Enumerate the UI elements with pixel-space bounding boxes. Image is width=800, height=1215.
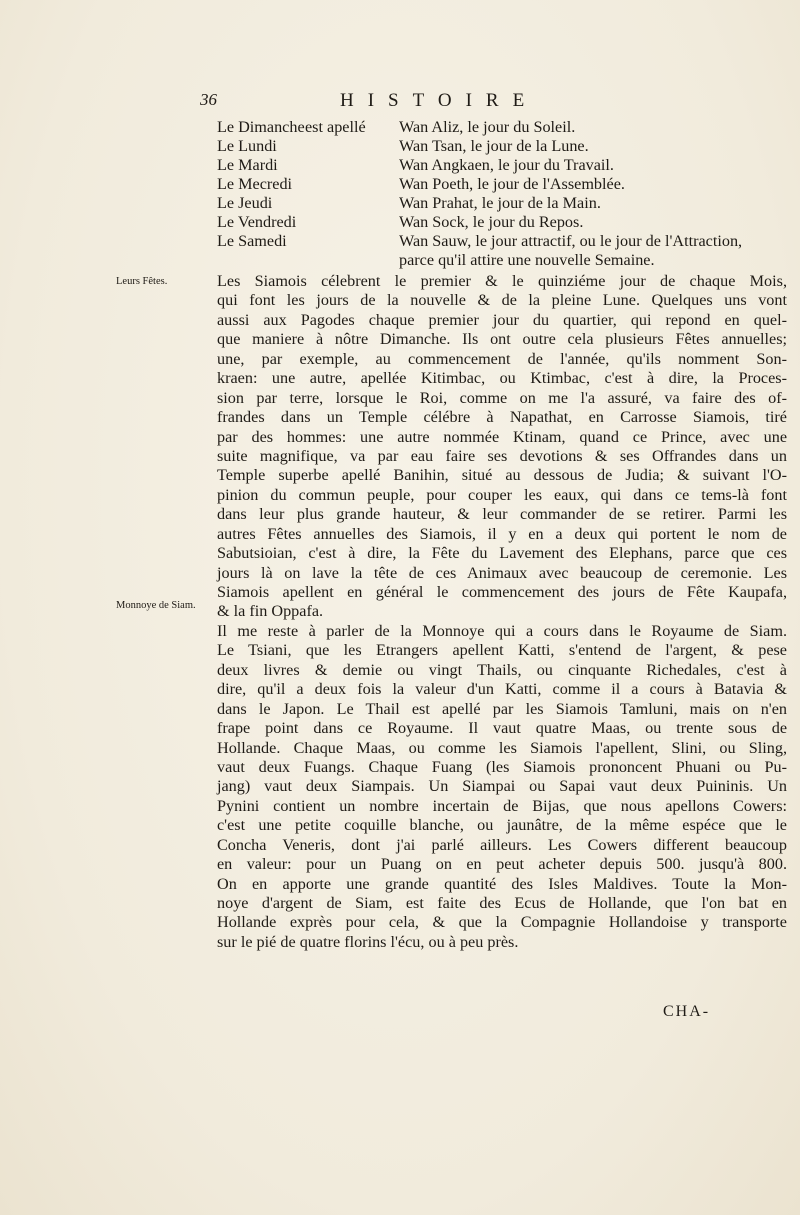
text-line: Les Siamois célebrent le premier & le quinziéme jour de chaque Mois, xyxy=(217,272,787,290)
paragraph-fetes xyxy=(217,272,787,622)
text-line: par des hommes: une autre nommée Ktinam, quand ce Prince, avec une xyxy=(217,427,787,446)
day-row xyxy=(217,137,787,156)
day-name: Le Mardi xyxy=(217,156,278,174)
day-name: Le Mecredi xyxy=(217,175,293,193)
text-line: Concha Veneris, dont j'ai parlé ailleurs. Les Cowers different beaucoup xyxy=(217,835,787,854)
day-name: Le Samedi xyxy=(217,232,287,250)
day-description: Wan Tsan, le jour de la Lune. xyxy=(399,137,589,155)
text-line: dans leur plus grande hauteur, & leur commander de se retirer. Parmi les xyxy=(217,505,787,524)
day-description: Wan Prahat, le jour de la Main. xyxy=(399,194,601,212)
text-line: pinion du commun peuple, pour couper les eaux, qui dans ce tems-là font xyxy=(217,485,787,504)
text-line: sion par terre, lorsque le Roi, comme on me l'a assuré, va faire des of- xyxy=(217,388,787,407)
day-called: est apellé xyxy=(305,118,366,136)
text-line: frandes dans un Temple célébre à Napathat, en Carrosse Siamois, tiré xyxy=(217,408,787,427)
page-number: 36 xyxy=(200,90,217,109)
text-line: Sabutsioian, c'est à dire, la Fête du Lavement des Elephans, parce que ces xyxy=(217,544,787,563)
text-line: qui font les jours de la nouvelle & de la pleine Lune. Quelques uns vont xyxy=(217,291,787,310)
days-of-week-list xyxy=(217,118,787,289)
day-row xyxy=(217,175,787,194)
text-line: On en apporte une grande quantité des Isles Maldives. Toute la Mon- xyxy=(217,874,787,893)
text-line: que maniere à nôtre Dimanche. Ils ont outre cela plusieurs Fêtes annuelles; xyxy=(217,330,787,349)
text-line: Siamois apellent en général le commencement des jours de Fête Kaupafa, xyxy=(217,583,787,601)
text-line: Hollande. Chaque Maas, ou comme les Siamois l'apellent, Slini, ou Sling, xyxy=(217,738,787,757)
paragraph-monnoye xyxy=(217,622,787,952)
text-line: sur le pié de quatre florins l'écu, ou à peu près. xyxy=(217,932,519,951)
day-description: Wan Aliz, le jour du Soleil. xyxy=(399,118,576,136)
text-line: c'est une petite coquille blanche, ou jaunâtre, de la même espéce que le xyxy=(217,816,787,835)
day-description: Wan Sock, le jour du Repos. xyxy=(399,213,584,231)
text-line: dire, qu'il a deux fois la valeur d'un Katti, comme il a cours à Batavia & xyxy=(217,680,787,699)
text-line: autres Fêtes annuelles des Siamois, il y en a deux qui portent le nom de xyxy=(217,524,787,543)
day-description: Wan Sauw, le jour attractif, ou le jour de l'Attraction, parce qu'il attire une nouvelle Semaine. xyxy=(399,232,743,269)
text-line: jang) vaut deux Siampais. Un Siampai ou Sapai vaut deux Puininis. Un xyxy=(217,777,787,796)
text-line: frape point dans ce Royaume. Il vaut quatre Maas, ou trente sous de xyxy=(217,719,787,738)
day-name: Le Dimanche xyxy=(217,118,305,136)
day-row xyxy=(217,213,787,232)
text-line: aussi aux Pagodes chaque premier jour du quartier, qui repond en quel- xyxy=(217,310,787,329)
text-line: vaut deux Fuangs. Chaque Fuang (les Siamois prononcent Phuani ou Pu- xyxy=(217,757,787,776)
text-line: deux livres & demie ou vingt Thails, ou cinquante Richedales, c'est à xyxy=(217,660,787,679)
day-row xyxy=(217,118,787,137)
catchword: CHA- xyxy=(663,1003,711,1020)
day-row xyxy=(217,194,787,213)
text-line: Le Tsiani, que les Etrangers apellent Katti, s'entend de l'argent, & pese xyxy=(217,641,787,660)
day-row xyxy=(217,156,787,175)
text-line: dans le Japon. Le Thail est apellé par les Siamois Tamluni, mais on n'en xyxy=(217,699,787,718)
text-line: en valeur: pour un Puang on en peut acheter depuis 500. jusqu'à 800. xyxy=(217,855,787,874)
text-line: Il me reste à parler de la Monnoye qui a cours dans le Royaume de Siam. xyxy=(217,621,787,640)
page-header xyxy=(200,90,620,114)
main-text xyxy=(217,272,787,952)
day-description: Wan Poeth, le jour de l'Assemblée. xyxy=(399,175,625,193)
text-line: une, par exemple, au commencement de l'année, qu'ils nomment Son- xyxy=(217,349,787,368)
text-line: Pynini contient un nombre incertain de Bijas, que nous apellons Cowers: xyxy=(217,796,787,815)
day-name: Le Lundi xyxy=(217,137,277,155)
day-name: Le Vendredi xyxy=(217,213,297,231)
text-line: Temple superbe apellé Banihin, situé au dessous de Judia; & suivant l'O- xyxy=(217,466,787,485)
margin-note-fetes: Leurs Fêtes. xyxy=(116,276,168,287)
day-description: Wan Angkaen, le jour du Travail. xyxy=(399,156,614,174)
text-line: kraen: une autre, apellée Kitimbac, ou Ktimbac, c'est à dire, la Proces- xyxy=(217,369,787,388)
text-line: & la fin Oppafa. xyxy=(217,602,324,621)
running-head: HISTOIRE xyxy=(340,90,539,111)
day-name: Le Jeudi xyxy=(217,194,273,212)
text-line: suite magnifique, va par eau faire ses devotions & ses Offrandes dans un xyxy=(217,446,787,465)
text-line: noye d'argent de Siam, est faite des Ecus de Hollande, que l'on bat en xyxy=(217,894,787,912)
text-line: Hollande exprès pour cela, & que la Compagnie Hollandoise y transporte xyxy=(217,913,787,932)
margin-note-monnoye: Monnoye de Siam. xyxy=(116,600,196,611)
text-line: jours là on lave la tête de ces Animaux avec beaucoup de ceremonie. Les xyxy=(217,563,787,582)
